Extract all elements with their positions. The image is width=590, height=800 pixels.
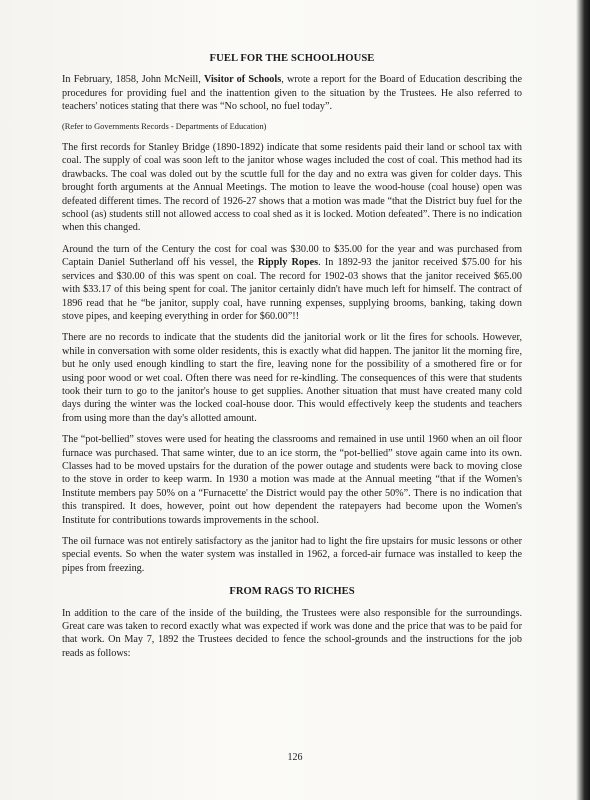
paragraph-mcneill-report <box>62 73 522 113</box>
paragraph-oil-furnace: The oil furnace was not entirely satisfactory as the janitor had to light the fire upstairs for music lessons or other special events. So when the water system was installed in 1962, a forced-air furnace was installed to keep the pipes from freezing. <box>62 536 522 574</box>
text-run: , wrote a report for the Board of Education describing the procedures for providing fuel and the inattention given to the situation by the Trustees. He also referred to teachers' notices stating that there was “No school, no fuel today”. <box>62 74 523 113</box>
paragraph-coal-records: The first records for Stanley Bridge (1890-1892) indicate that some residents paid their land or school tax with coal. The supply of coal was soon left to the janitor whose wages included the cost of coal. This method had its drawbacks. The coal was doled out by the scuttle full for the day and no extra was given for colder days. This brought forth arguments at the Annual Meetings. The motion to leave the wood-house (coal house) open was defeated different times. The record of 1926-27 shows that a motion was made “that the District buy fuel for the school (as) students still not allowed access to coal shed as it is locked. Motion defeated”. There is no indication when this changed. <box>62 142 522 234</box>
section-title-rags-to-riches: FROM RAGS TO RICHES <box>229 586 355 598</box>
paragraph-pot-bellied-stoves: The “pot-bellied” stoves were used for heating the classrooms and remained in use until 1960 when an oil floor furnace was purchased. That same winter, due to an ice storm, the “pot-bellied” stove again came into its own. Classes had to be moved upstairs for the duration of the power outage and students were back to moving close to the stove in order to keep warm. In 1930 a motion was made at the Annual meeting “that if the Women's Institute members pay 50% on a “Furnacette' the District would pay the other 50%”. There is no indication that this transpired. It does, however, point out how dependent the ratepayers had become upon the Women's Institute for contributions towards improvements in the school. <box>62 434 522 526</box>
page-edge-shadow <box>576 0 590 800</box>
reference-note: (Refer to Governments Records - Departments of Education) <box>62 121 267 131</box>
text-run: . In 1892-93 the janitor received $75.00 for his services and $30.00 of this was spent on coal. The record for 1902-03 shows that the janitor received $65.00 with $33.17 of this being spent for coal. The janitor certainly didn't have much left for himself. The contract of 1896 read that he “be janitor, supply coal, have running expenses, supplying brooms, banking, taking down stove pipes, and keeping everything in order for $60.00”!! <box>62 257 523 322</box>
paragraph-janitorial-work: There are no records to indicate that the students did the janitorial work or lit the fires for schools. However, while in conversation with some older residents, this is exactly what did happen. The janitor lit the morning fire, but he only used enough kindling to start the fire, leaving none for the possibility of a smothered fire or for using poor wood or wet coal. Often there was need for re-kindling. The consequences of this were that students took their turn to go to the janitor's house to get supplies. Another situation that must have created many cold days during the winter was the locked coal-house door. This would effectively keep the students and teachers from using more than the day's allotted amount. <box>62 332 522 424</box>
text-run: Around the turn of the Century the cost for coal was $30.00 to $35.00 for the year and was purchased from Captain Daniel Sutherland off his vessel, the <box>62 243 522 269</box>
bold-term-visitor-of-schools: Visitor of Schools <box>203 74 282 86</box>
page-number: 126 <box>287 752 303 763</box>
paragraph-surroundings: In addition to the care of the inside of the building, the Trustees were also responsible for the surroundings. Great care was taken to record exactly what was expected if work was done and the price that was to be paid for that work. On May 7, 1892 the Trustees decided to fence the school-grounds and the instructions for the job reads as follows: <box>62 607 522 659</box>
paragraph-coal-costs <box>62 243 522 323</box>
bold-term-ripply-ropes: Ripply Ropes <box>257 257 319 269</box>
section-title-fuel: FUEL FOR THE SCHOOLHOUSE <box>209 53 375 64</box>
text-run: In February, 1858, John McNeill, <box>62 74 204 86</box>
page-body <box>62 52 522 668</box>
